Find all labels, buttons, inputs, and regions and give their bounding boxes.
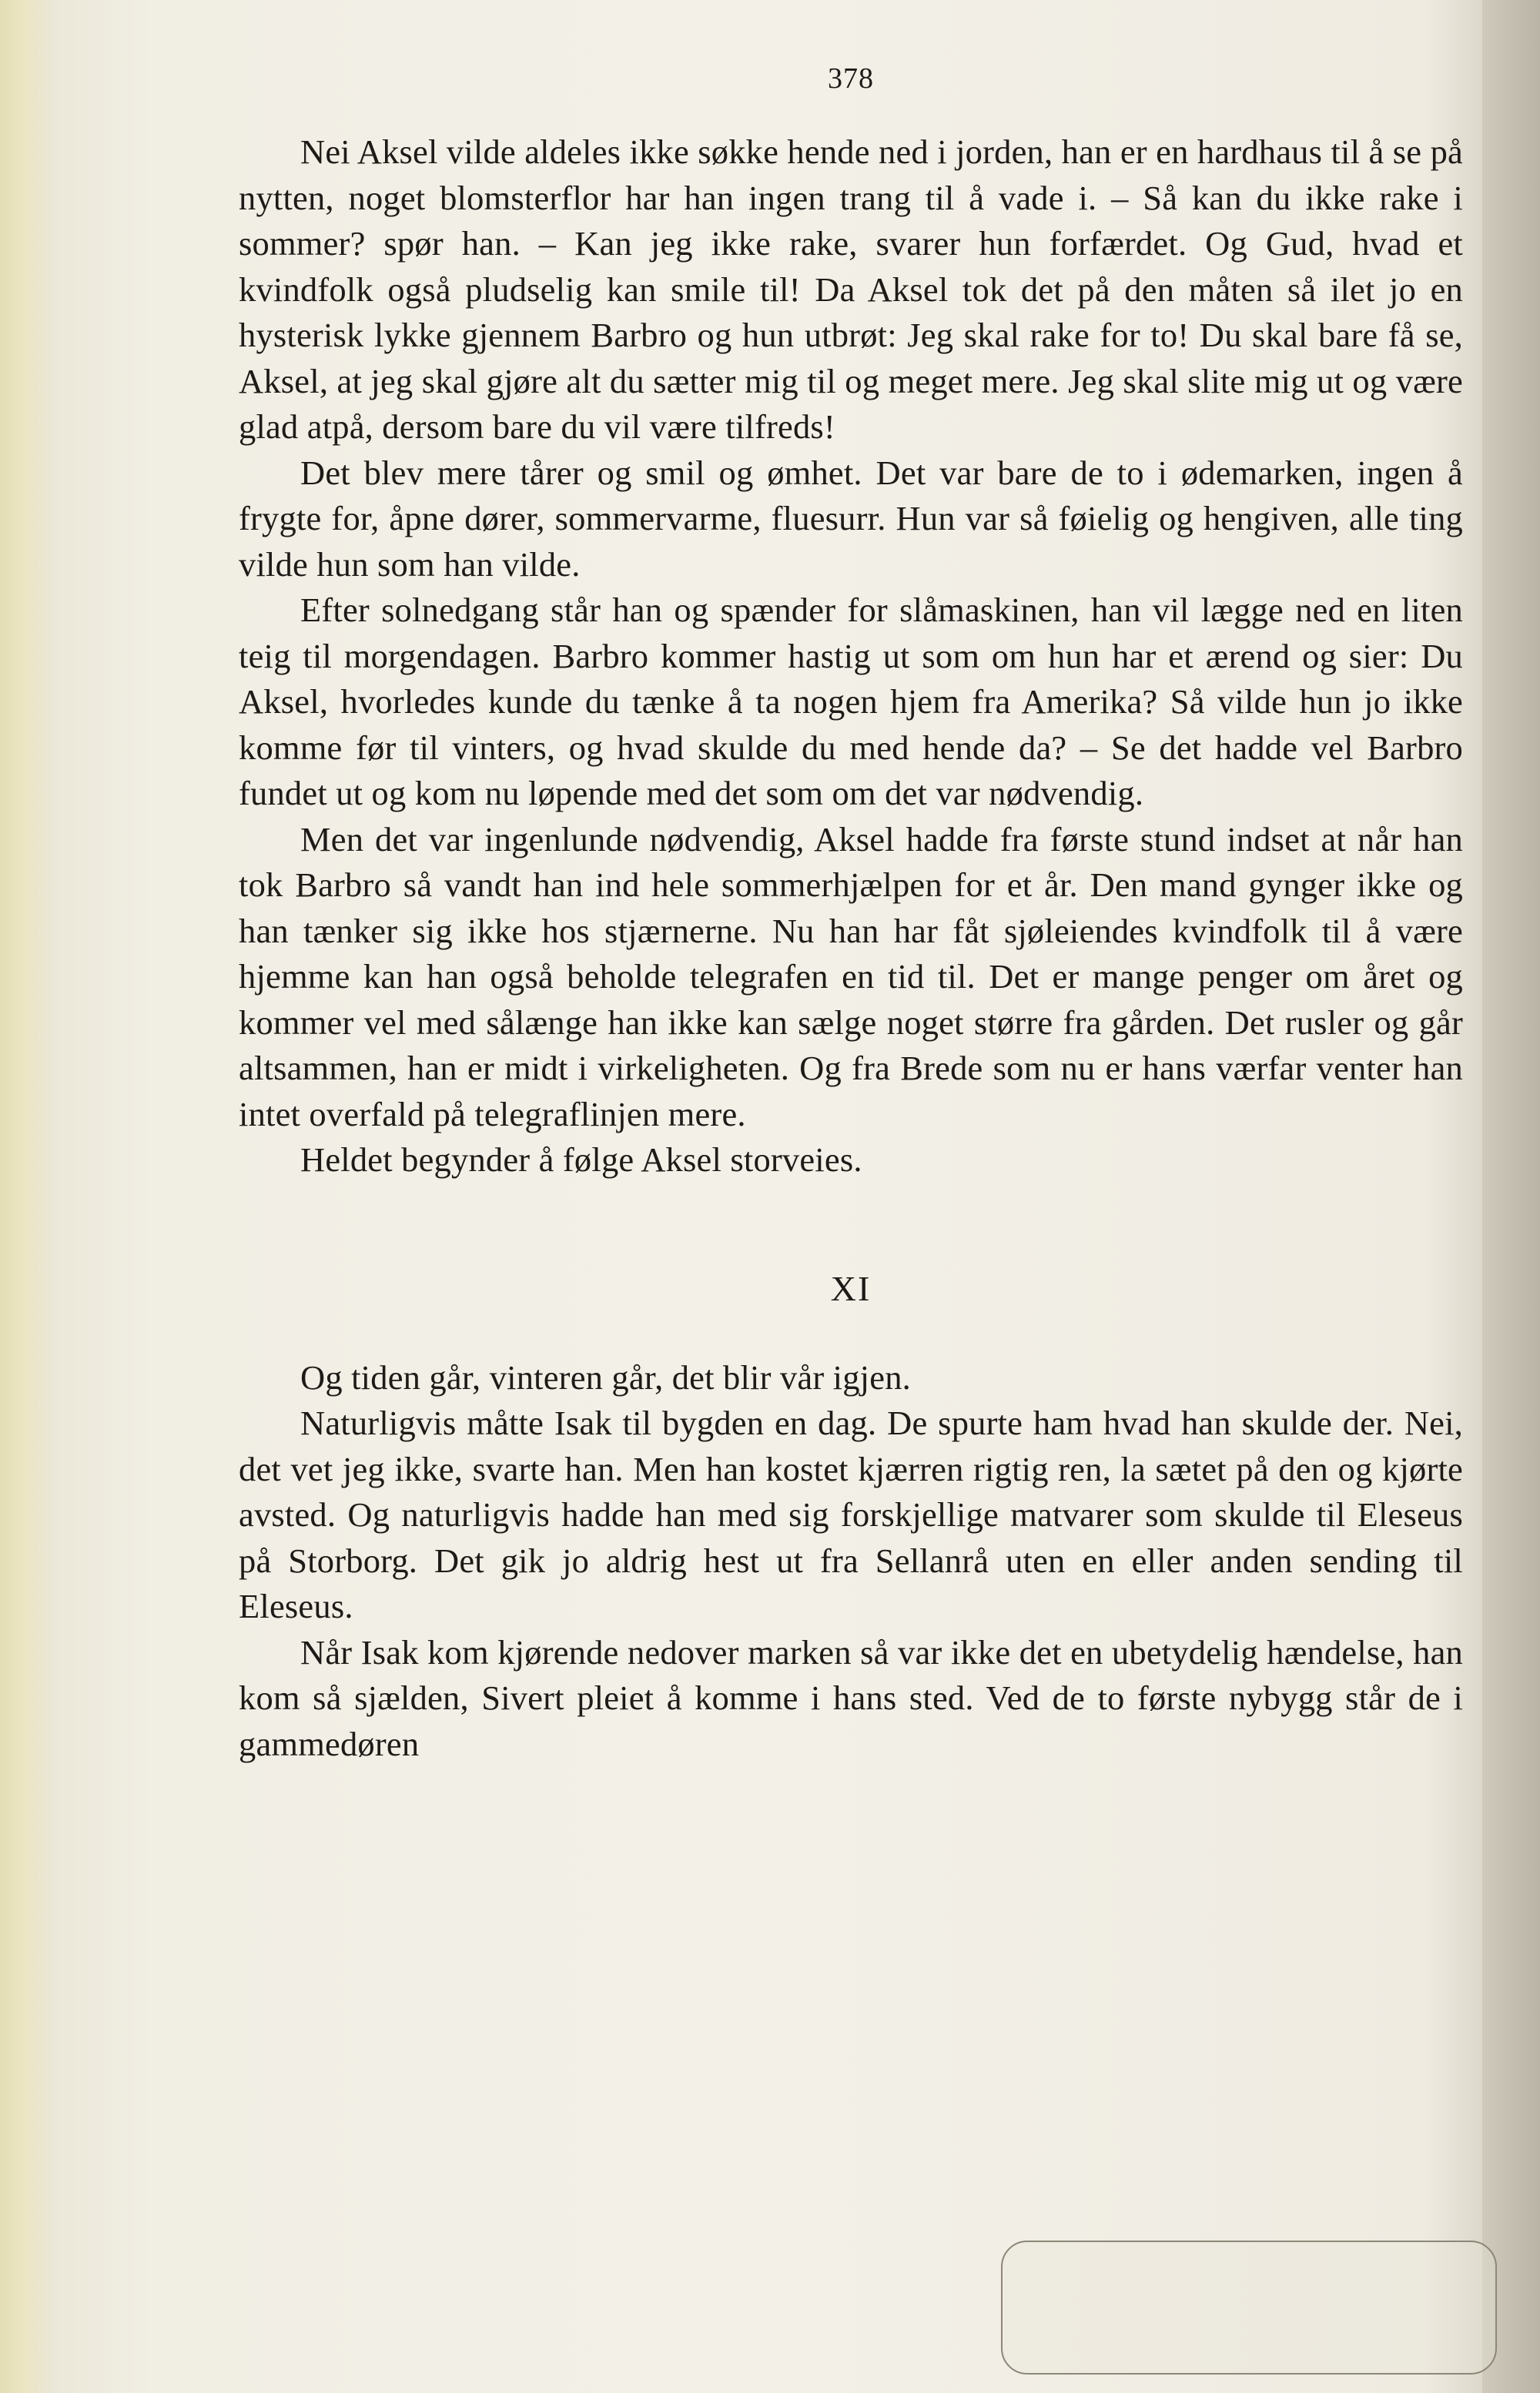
paragraph-3: Efter solnedgang står han og spænder for slåmaskinen, han vil lægge ned en liten teig til morgendagen. Barbro kommer hastig ut som om hun har et ærend og sier: Du Aksel, hvorledes kunde du tænke å ta nogen hjem fra Amerika? Så vilde hun jo ikke komme før til vinters, og hvad skulde du med hende da? – Se det hadde vel Barbro fundet ut og kom nu løpende med det som om det var nødvendig.: [239, 591, 1463, 812]
library-label-outline: [1001, 2241, 1497, 2375]
page-text-block: [239, 62, 1463, 1767]
paragraph-4: Men det var ingenlunde nødvendig, Aksel hadde fra første stund indset at når han tok Barbro så vandt han ind hele sommerhjælpen for et år. Den mand gynger ikke og han tænker sig ikke hos stjærnerne. Nu han har fåt sjøleiendes kvindfolk til å være hjemme kan han også beholde telegrafen en tid til. Det er mange penger om året og kommer vel med sålænge han ikke kan sælge noget større fra gården. Det rusler og går altsammen, han er midt i virkeligheten. Og fra Brede som nu er hans værfar venter han intet overfald på telegraflinjen mere.: [239, 819, 1463, 1133]
paragraph-2: Det blev mere tårer og smil og ømhet. Det var bare de to i ødemarken, ingen å frygte for, åpne dører, sommervarme, fluesurr. Hun var så føielig og hengiven, alle ting vilde hun som han vilde.: [239, 453, 1463, 584]
page-number: 378: [828, 62, 874, 95]
paragraph-6: Og tiden går, vinteren går, det blir vår igjen.: [300, 1357, 911, 1397]
paragraph-8: Når Isak kom kjørende nedover marken så var ikke det en ubetydelig hændelse, han kom så sjælden, Sivert pleiet å komme i hans sted. Ved de to første nybygg står de i gammedøren: [239, 1632, 1463, 1763]
paragraph-1: Nei Aksel vilde aldeles ikke søkke hende ned i jorden, han er en hardhaus til å se på nytten, noget blomsterflor har han ingen trang til å vade i. – Så kan du ikke rake i sommer? spør han. – Kan jeg ikke rake, svarer hun forfærdet. Og Gud, hvad et kvindfolk også pludselig kan smile til! Da Aksel tok det på den måten så ilet jo en hysterisk lykke gjennem Barbro og hun utbrøt: Jeg skal rake for to! Du skal bare få se, Aksel, at jeg skal gjøre alt du sætter mig til og meget mere. Jeg skal slite mig ut og være glad atpå, dersom bare du vil være tilfreds!: [239, 132, 1463, 446]
paragraph-5: Heldet begynder å følge Aksel storveies.: [300, 1140, 862, 1179]
binding-strip: [1482, 0, 1540, 2393]
page-left-edge: [0, 0, 54, 2393]
paragraph-7: Naturligvis måtte Isak til bygden en dag. De spurte ham hvad han skulde der. Nei, det vet jeg ikke, svarte han. Men han kostet kjærren rigtig ren, la sætet på den og kjørte avsted. Og naturligvis hadde han med sig forskjellige matvarer som skulde til Eleseus på Storborg. Det gik jo aldrig hest ut fra Sellanrå uten en eller anden sending til Eleseus.: [239, 1404, 1463, 1625]
chapter-heading: XI: [830, 1268, 872, 1308]
